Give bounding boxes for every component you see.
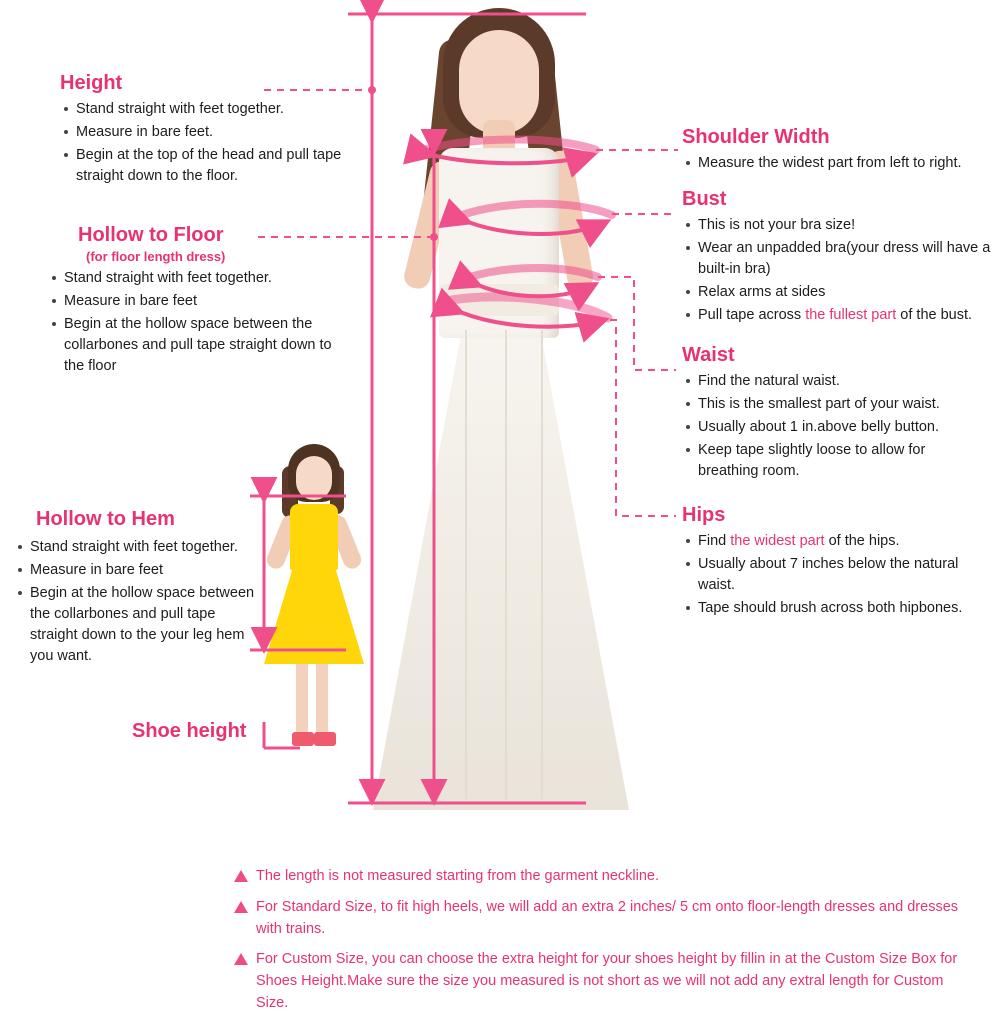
list-item: Measure in bare feet. [60,122,360,143]
list-item-bust-fullest: Pull tape across the fullest part of the bust. [682,305,994,326]
list-item: This is the smallest part of your waist. [682,394,982,415]
section-hollow-to-floor-heading: Hollow to Floor [78,224,224,246]
section-hollow-to-hem [14,508,266,669]
section-shoe-height-heading: Shoe height [132,720,247,742]
list-item: Measure in bare feet [48,291,354,312]
short-face [296,456,332,500]
short-leg-left [296,660,308,740]
short-dress-illustration [258,440,368,750]
face [459,30,539,134]
list-item: Begin at the top of the head and pull tape straight down to the floor. [60,145,360,187]
section-waist-list [682,371,982,482]
gown-sash [439,284,559,316]
skirt-fold-3 [541,330,543,800]
section-hollow-to-hem-list [14,537,266,667]
warning-triangle-icon [234,901,248,913]
section-hollow-to-floor [48,224,354,379]
list-item: Stand straight with feet together. [60,99,360,120]
warning-triangle-icon [234,953,248,965]
list-item: Relax arms at sides [682,282,994,303]
footer-notes [232,866,972,1024]
short-bodice [290,504,338,570]
short-skirt [264,564,364,664]
list-item: Usually about 1 in.above belly button. [682,417,982,438]
section-shoe-height [132,720,246,747]
section-bust [682,188,994,328]
section-hollow-to-floor-subheading: (for floor length dress) [86,249,226,264]
short-leg-right [316,660,328,740]
list-item: Find the natural waist. [682,371,982,392]
section-hollow-to-hem-heading: Hollow to Hem [36,508,175,530]
section-shoulder-width [682,126,992,176]
footer-note [232,866,972,888]
section-hips [682,504,988,621]
list-item-hips-widest: Find the widest part of the hips. [682,531,988,552]
section-waist [682,344,982,484]
highlight-fullest-part: the fullest part [805,307,897,324]
section-hips-heading: Hips [682,504,726,526]
list-item: Stand straight with feet together. [14,537,266,558]
section-bust-list [682,215,994,326]
footer-note-text: For Standard Size, to fit high heels, we will add an extra 2 inches/ 5 cm onto floor-length dresses and dresses with trains. [256,898,959,937]
skirt-fold-1 [465,330,467,800]
shoe-left [292,732,314,746]
list-item: Measure the widest part from left to right. [682,153,992,174]
footer-note [232,897,972,941]
highlight-widest-part: the widest part [730,533,825,549]
warning-triangle-icon [234,870,248,882]
section-hollow-to-floor-list [48,268,354,377]
list-item: This is not your bra size! [682,215,994,236]
footer-note-text: For Custom Size, you can choose the extra height for your shoes height by fillin in at the Custom Size Box for Shoes Height.Make sure the size you measured is not short as we will not add any extral length for Custom Size. [256,951,958,1011]
list-item: Keep tape slightly loose to allow for breathing room. [682,440,982,482]
list-item: Begin at the hollow space between the collarbones and pull tape straight down to the your leg hem you want. [14,583,266,667]
section-height-list [60,99,360,187]
section-bust-heading: Bust [682,188,727,210]
list-item: Wear an unpadded bra(your dress will have a built-in bra) [682,238,994,280]
bride-illustration [355,0,645,820]
gown-skirt [373,312,629,810]
list-item: Stand straight with feet together. [48,268,354,289]
footer-note [232,949,972,1014]
list-item: Measure in bare feet [14,560,266,581]
list-item: Usually about 7 inches below the natural waist. [682,554,988,596]
section-waist-heading: Waist [682,344,735,366]
shoe-right [314,732,336,746]
footer-note-text: The length is not measured starting from the garment neckline. [256,868,659,884]
section-height-heading: Height [60,72,123,94]
section-shoulder-width-heading: Shoulder Width [682,126,830,148]
section-hips-list [682,531,988,619]
section-height [60,72,360,189]
list-item: Begin at the hollow space between the collarbones and pull tape straight down to the floor [48,314,354,377]
section-shoulder-width-list [682,153,992,174]
skirt-fold-2 [505,330,507,800]
list-item: Tape should brush across both hipbones. [682,598,988,619]
